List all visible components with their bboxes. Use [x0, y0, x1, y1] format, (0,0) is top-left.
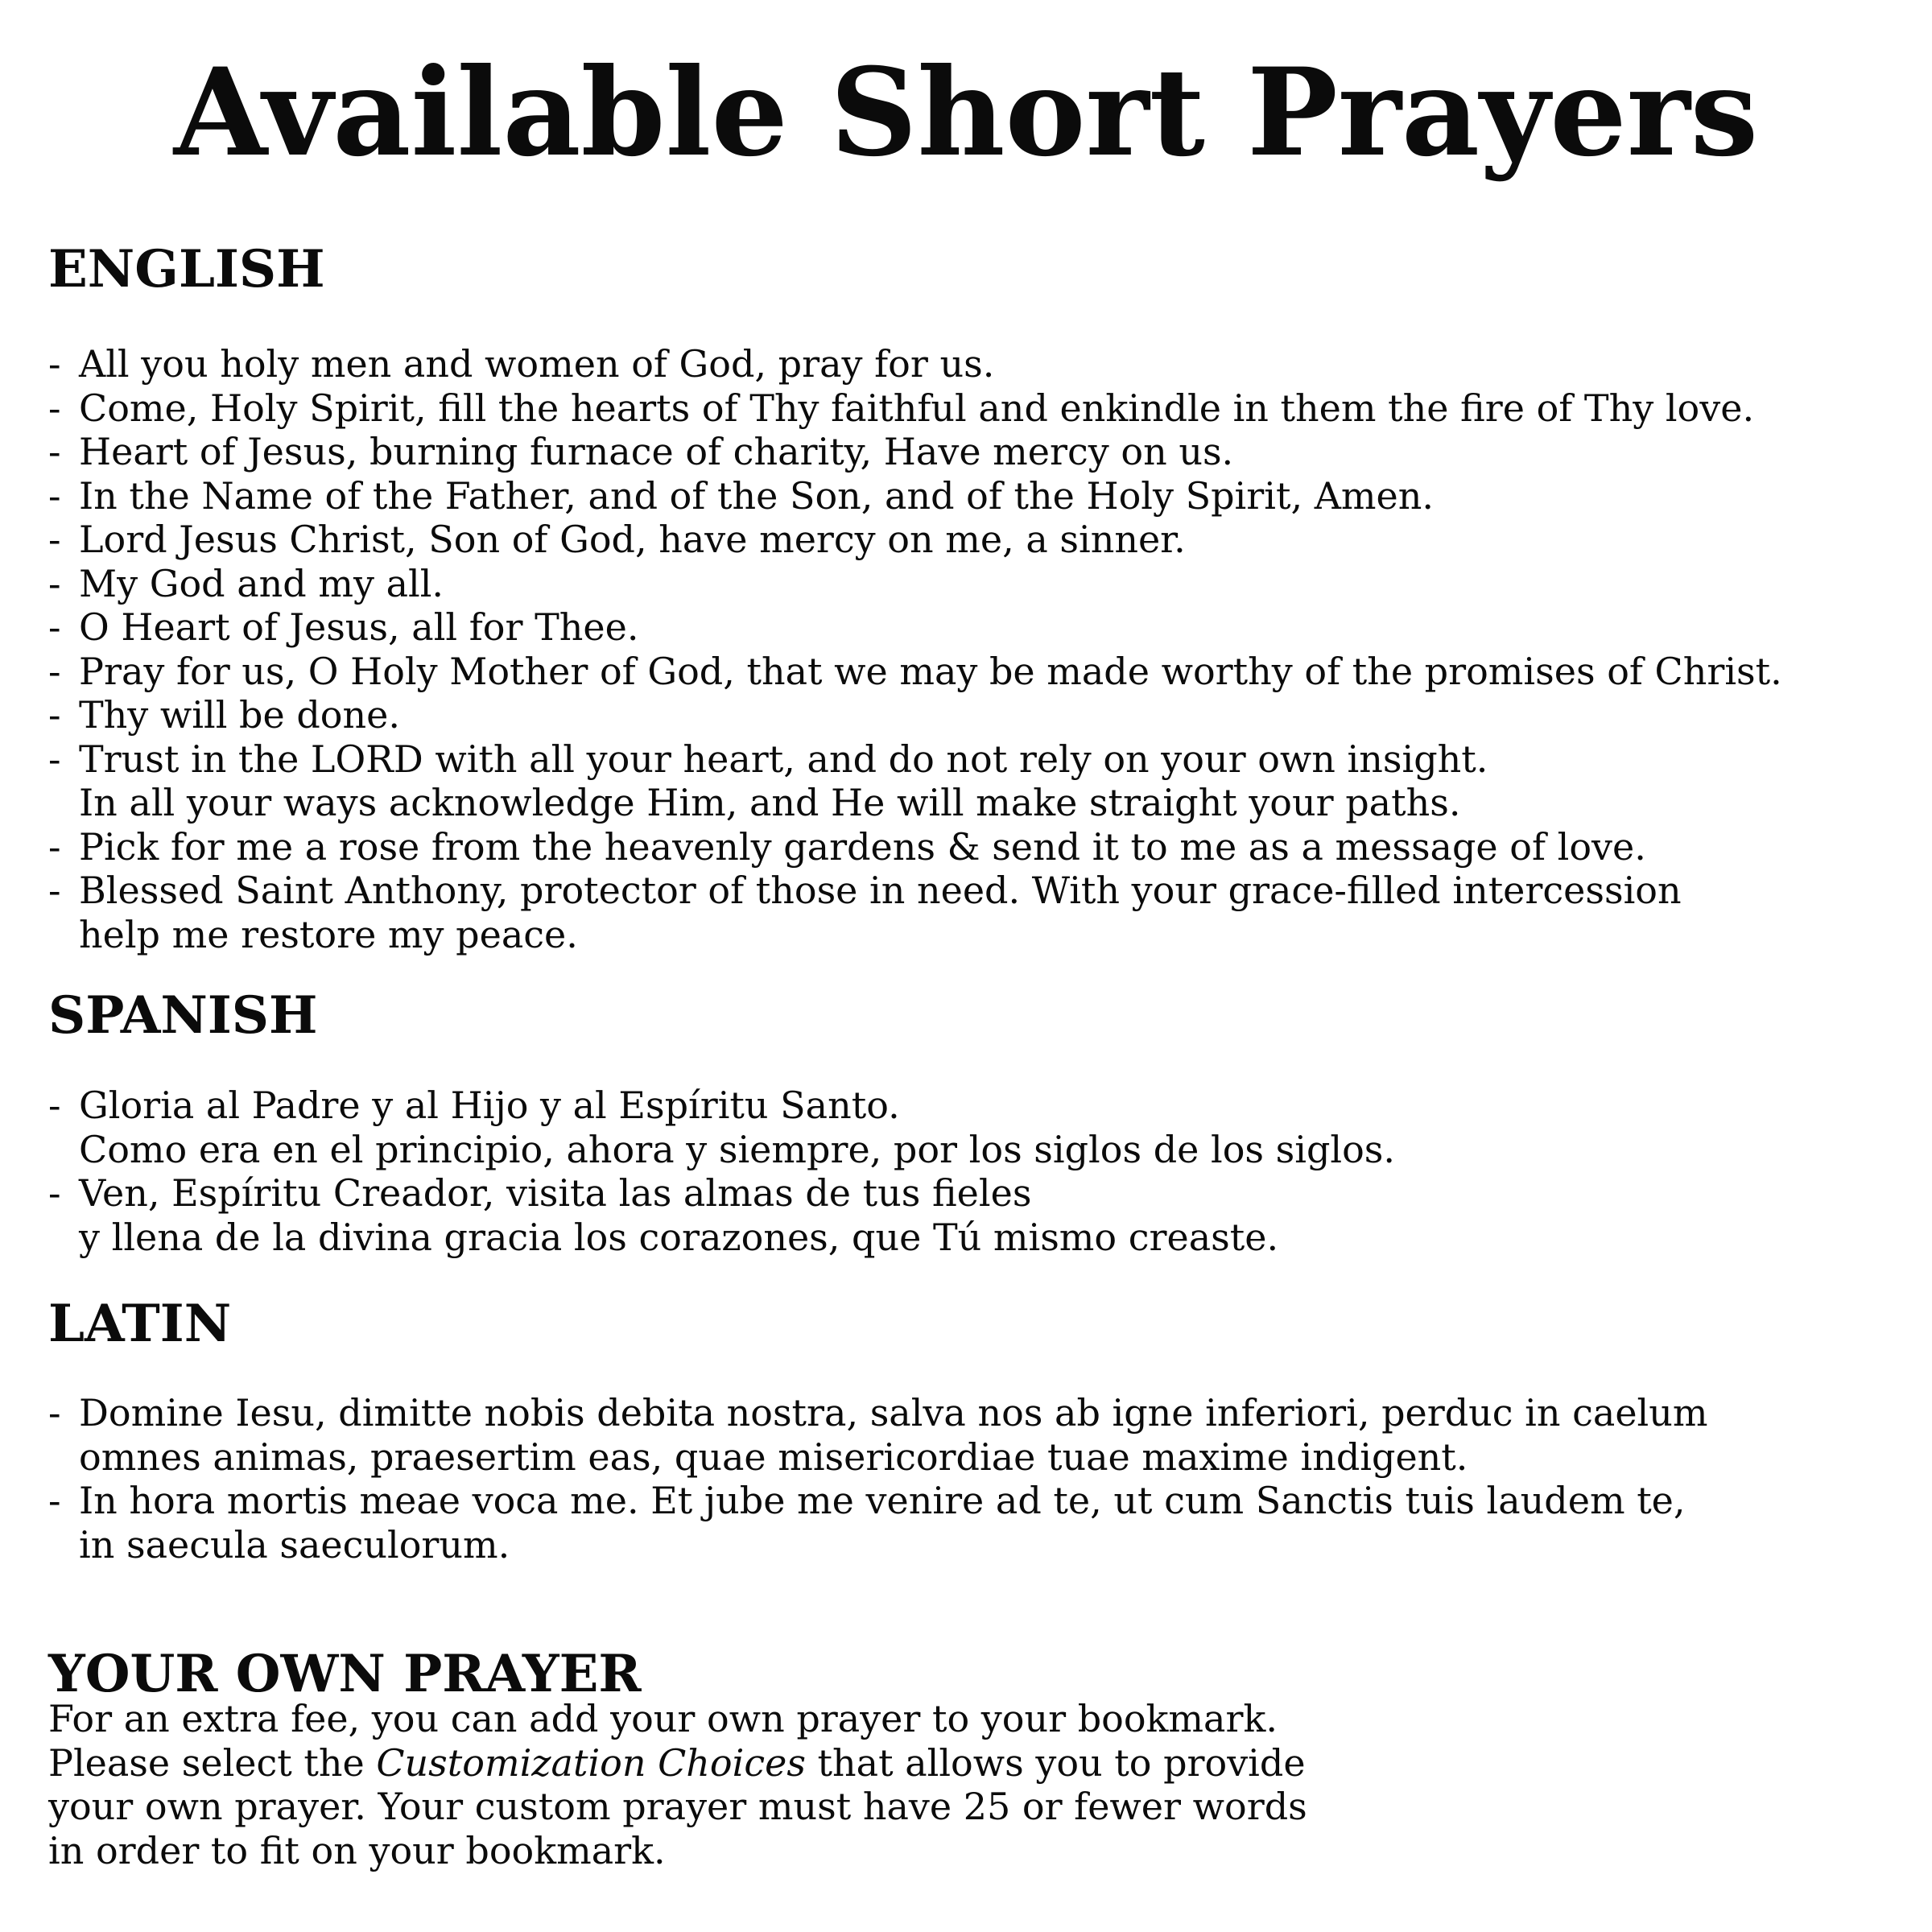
- customization-choices-emphasis: Customization Choices: [376, 1740, 806, 1785]
- prayer-line: Domine Iesu, dimitte nobis debita nostra, salva nos ab igne inferiori, perduc in caelum: [79, 1391, 1708, 1435]
- prayer-item: [48, 430, 1782, 474]
- bullet-dash: -: [48, 1479, 61, 1522]
- prayer-text: [79, 386, 1754, 431]
- own-prayer-line: For an extra fee, you can add your own prayer to your bookmark.: [48, 1697, 1278, 1740]
- prayer-line: omnes animas, praesertim eas, quae misericordiae tuae maxime indigent.: [79, 1435, 1468, 1479]
- prayer-item: [48, 693, 1782, 737]
- prayer-text: [79, 430, 1233, 474]
- prayer-line: In all your ways acknowledge Him, and He will make straight your paths.: [79, 781, 1461, 824]
- bullet-dash: -: [48, 342, 61, 386]
- prayer-text: [79, 605, 638, 650]
- bullet-dash: -: [48, 649, 61, 693]
- own-prayer-text: Please select the: [48, 1740, 377, 1785]
- bullet-dash: -: [48, 430, 61, 473]
- prayer-item: [48, 518, 1782, 562]
- prayer-line: Pick for me a rose from the heavenly gardens & send it to me as a message of love.: [79, 824, 1646, 869]
- prayer-list-latin: [48, 1391, 1708, 1567]
- prayer-text: [79, 1171, 1278, 1259]
- prayer-item: [48, 869, 1782, 956]
- section-heading-latin: LATIN: [48, 1294, 232, 1354]
- own-prayer-text: that allows you to provide: [805, 1740, 1306, 1785]
- prayer-line: Thy will be done.: [79, 693, 400, 737]
- prayer-list-english: [48, 342, 1782, 956]
- bullet-dash: -: [48, 473, 61, 518]
- prayer-item: [48, 737, 1782, 825]
- bullet-dash: -: [48, 737, 61, 781]
- prayer-line: My God and my all.: [79, 561, 444, 605]
- prayer-line: Lord Jesus Christ, Son of God, have mercy on me, a sinner.: [79, 518, 1186, 561]
- prayer-line: O Heart of Jesus, all for Thee.: [79, 605, 639, 649]
- bullet-dash: -: [48, 824, 61, 869]
- prayer-line: Come, Holy Spirit, fill the hearts of Thy faithful and enkindle in them the fire of Thy love.: [79, 386, 1755, 430]
- own-prayer-line: [48, 1741, 1307, 1785]
- prayer-line: Trust in the LORD with all your heart, and do not rely on your own insight.: [79, 737, 1488, 781]
- prayer-text: [79, 693, 400, 737]
- prayer-text: [79, 737, 1488, 825]
- prayer-line: help me restore my peace.: [79, 912, 578, 956]
- bullet-dash: -: [48, 386, 61, 430]
- bullet-dash: -: [48, 869, 61, 912]
- own-prayer-line: your own prayer. Your custom prayer must have 25 or fewer words: [48, 1785, 1307, 1828]
- prayer-item: [48, 1479, 1708, 1567]
- prayer-text: [79, 1479, 1686, 1567]
- prayer-list-spanish: [48, 1084, 1395, 1259]
- bullet-dash: -: [48, 1171, 61, 1215]
- section-heading-english: ENGLISH: [48, 239, 325, 299]
- prayer-line: y llena de la divina gracia los corazones, que Tú mismo creaste.: [79, 1215, 1279, 1259]
- prayer-text: [79, 825, 1646, 869]
- page-title: Available Short Prayers: [173, 42, 1759, 184]
- prayer-item: [48, 562, 1782, 606]
- bullet-dash: -: [48, 693, 61, 737]
- bullet-dash: -: [48, 561, 61, 605]
- prayer-text: [79, 1084, 1395, 1171]
- bullet-dash: -: [48, 518, 61, 561]
- prayer-line: All you holy men and women of God, pray for us.: [79, 342, 995, 386]
- prayer-item: [48, 605, 1782, 650]
- prayer-line: Ven, Espíritu Creador, visita las almas de tus fieles: [79, 1171, 1032, 1215]
- prayer-line: In the Name of the Father, and of the Son, and of the Holy Spirit, Amen.: [79, 473, 1434, 518]
- prayer-item: [48, 825, 1782, 869]
- prayer-line: in saecula saeculorum.: [79, 1522, 510, 1567]
- prayer-item: [48, 1084, 1395, 1171]
- prayer-item: [48, 650, 1782, 694]
- prayer-text: [79, 1391, 1708, 1479]
- bullet-dash: -: [48, 1391, 61, 1435]
- section-heading-own-prayer: YOUR OWN PRAYER: [48, 1644, 642, 1704]
- prayer-text: [79, 474, 1434, 518]
- prayer-line: Pray for us, O Holy Mother of God, that we may be made worthy of the promises of Christ.: [79, 649, 1782, 693]
- prayer-text: [79, 869, 1682, 956]
- prayer-item: [48, 342, 1782, 386]
- prayer-line: Heart of Jesus, burning furnace of charity, Have mercy on us.: [79, 430, 1234, 473]
- prayer-item: [48, 386, 1782, 431]
- prayer-item: [48, 474, 1782, 518]
- prayer-item: [48, 1391, 1708, 1479]
- section-heading-spanish: SPANISH: [48, 985, 318, 1046]
- own-prayer-line: in order to fit on your bookmark.: [48, 1828, 666, 1872]
- prayer-item: [48, 1171, 1395, 1259]
- prayer-line: Como era en el principio, ahora y siempre, por los siglos de los siglos.: [79, 1127, 1396, 1171]
- prayer-line: Gloria al Padre y al Hijo y al Espíritu Santo.: [79, 1084, 900, 1127]
- prayer-text: [79, 562, 444, 606]
- prayer-text: [79, 650, 1782, 694]
- own-prayer-description: [48, 1697, 1307, 1872]
- prayer-line: In hora mortis meae voca me. Et jube me venire ad te, ut cum Sanctis tuis laudem te,: [79, 1479, 1686, 1522]
- prayer-text: [79, 518, 1186, 562]
- prayer-text: [79, 342, 994, 386]
- bullet-dash: -: [48, 605, 61, 649]
- bullet-dash: -: [48, 1084, 61, 1127]
- prayer-line: Blessed Saint Anthony, protector of those in need. With your grace-filled intercession: [79, 869, 1682, 912]
